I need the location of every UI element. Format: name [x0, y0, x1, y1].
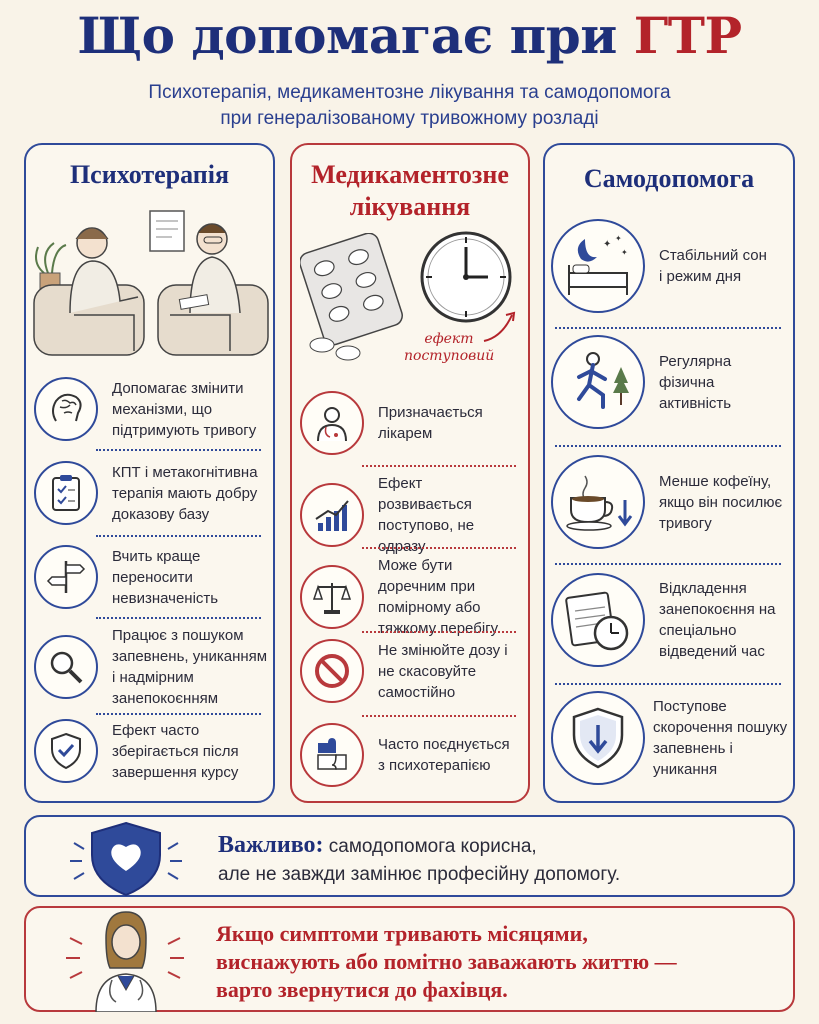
divider: [555, 445, 781, 447]
checklist-icon: [34, 461, 98, 525]
selfhelp-title: Самодопомога: [583, 164, 755, 193]
magnifier-icon: [34, 635, 98, 699]
item-text: КПТ і метакогнітивна терапія мають добру доказову базу: [112, 463, 258, 523]
pill-blister-icon: [300, 233, 410, 363]
item-text: Поступове скорочення пошуку запевнень і уникання: [653, 698, 788, 778]
doctor-woman-icon: [60, 908, 190, 1012]
coffee-cup-icon: [551, 455, 645, 549]
medication-column: [290, 143, 530, 803]
item-text: Ефект розвивається поступово, не одразу: [378, 475, 475, 555]
divider: [96, 535, 261, 537]
note-line-2: поступовий: [404, 348, 495, 364]
svg-text:✦: ✦: [615, 234, 622, 243]
growth-chart-icon: [300, 483, 364, 547]
divider: [362, 631, 516, 633]
divider: [96, 449, 261, 451]
shield-arrow-icon: [551, 691, 645, 785]
divider: [555, 683, 781, 685]
item-text: Менше кофеїну, якщо він посилює тривогу: [659, 472, 783, 532]
medication-item-5: [300, 723, 518, 787]
psychotherapy-item-5: [34, 719, 262, 783]
svg-text:✦: ✦: [603, 239, 612, 250]
item-text: Відкладення занепокоєння на спеціально відведений час: [659, 580, 776, 660]
important-line-1: самодопомога корисна,: [323, 836, 537, 857]
important-lead: Важливо:: [218, 832, 324, 858]
psychotherapy-title: Психотерапія: [69, 160, 230, 189]
item-text: Призначається лікарем: [378, 404, 483, 442]
important-line-2: але не завжди замінює професійну допомогу.: [218, 864, 621, 885]
shield-check-icon: [34, 719, 98, 783]
calendar-clock-icon: [551, 573, 645, 667]
warning-line-2: виснажують або помітно заважають життю —: [216, 949, 677, 974]
divider: [555, 563, 781, 565]
selfhelp-item-2: [551, 335, 769, 429]
psychotherapy-item-4: [34, 625, 268, 709]
title-accent: ГТР: [633, 6, 742, 65]
page-subtitle: [0, 80, 819, 132]
medication-title-line-1: Медикаментозне: [311, 160, 509, 189]
medication-item-3: [300, 555, 524, 639]
divider: [96, 617, 261, 619]
divider: [96, 713, 261, 715]
subtitle-line-1: Психотерапія, медикаментозне лікування та самодопомога: [148, 82, 671, 103]
item-text: Часто поєднується з психотерапією: [378, 736, 510, 774]
item-text: Вчить краще переносити невизначеність: [112, 547, 219, 607]
item-text: Може бути доречним при помірному або тяжкому перебігу: [378, 557, 499, 637]
warning-text: [216, 920, 677, 1004]
psychotherapy-column: [24, 143, 275, 803]
warning-line-1: Якщо симптоми тривають місяцями,: [216, 921, 588, 946]
item-text: Допомагає змінити механізми, що підтримують тривогу: [112, 379, 257, 439]
sleep-bed-icon: [551, 219, 645, 313]
medication-title-line-2: лікування: [349, 192, 471, 221]
important-box: [24, 815, 795, 897]
page-title: [0, 6, 819, 65]
svg-text:✦: ✦: [621, 248, 628, 257]
gradual-effect-note: [404, 331, 494, 365]
psychotherapy-item-3: [34, 545, 262, 609]
prohibited-icon: [300, 639, 364, 703]
item-text: Стабільний сон і режим дня: [659, 247, 767, 285]
puzzle-icon: [300, 723, 364, 787]
signpost-icon: [34, 545, 98, 609]
item-text: Ефект часто зберігається після завершення курсу: [112, 721, 239, 781]
important-text: [218, 831, 620, 889]
selfhelp-item-1: [551, 219, 769, 313]
selfhelp-item-4: [551, 573, 783, 667]
brain-head-icon: [34, 377, 98, 441]
selfhelp-column: [543, 143, 795, 803]
warning-box: [24, 906, 795, 1012]
item-text: Працює з пошуком запевнень, униканням і надмірним занепокоєнням: [112, 627, 268, 707]
medication-item-1: [300, 391, 518, 455]
psychotherapy-item-2: [34, 461, 268, 525]
running-person-icon: [551, 335, 645, 429]
item-text: Не змінюйте дозу і не скасовуйте самостійно: [378, 641, 508, 701]
doctor-icon: [300, 391, 364, 455]
divider: [362, 715, 516, 717]
item-text: Регулярна фізична активність: [659, 352, 732, 412]
medication-item-2: [300, 473, 518, 557]
warning-line-3: варто звернутися до фахівця.: [216, 977, 508, 1002]
title-main: Що допомагає при: [77, 6, 634, 65]
selfhelp-item-5: [551, 691, 789, 785]
divider: [362, 547, 516, 549]
medication-title: [292, 159, 528, 223]
shield-heart-icon: [66, 819, 186, 897]
divider: [555, 327, 781, 329]
medication-item-4: [300, 639, 518, 703]
note-line-1: ефект: [424, 331, 474, 347]
divider: [362, 465, 516, 467]
psychotherapy-item-1: [34, 377, 262, 441]
selfhelp-item-3: [551, 455, 783, 549]
subtitle-line-2: при генералізованому тривожному розладі: [220, 108, 599, 129]
scales-icon: [300, 565, 364, 629]
therapy-session-illustration: [30, 203, 270, 363]
